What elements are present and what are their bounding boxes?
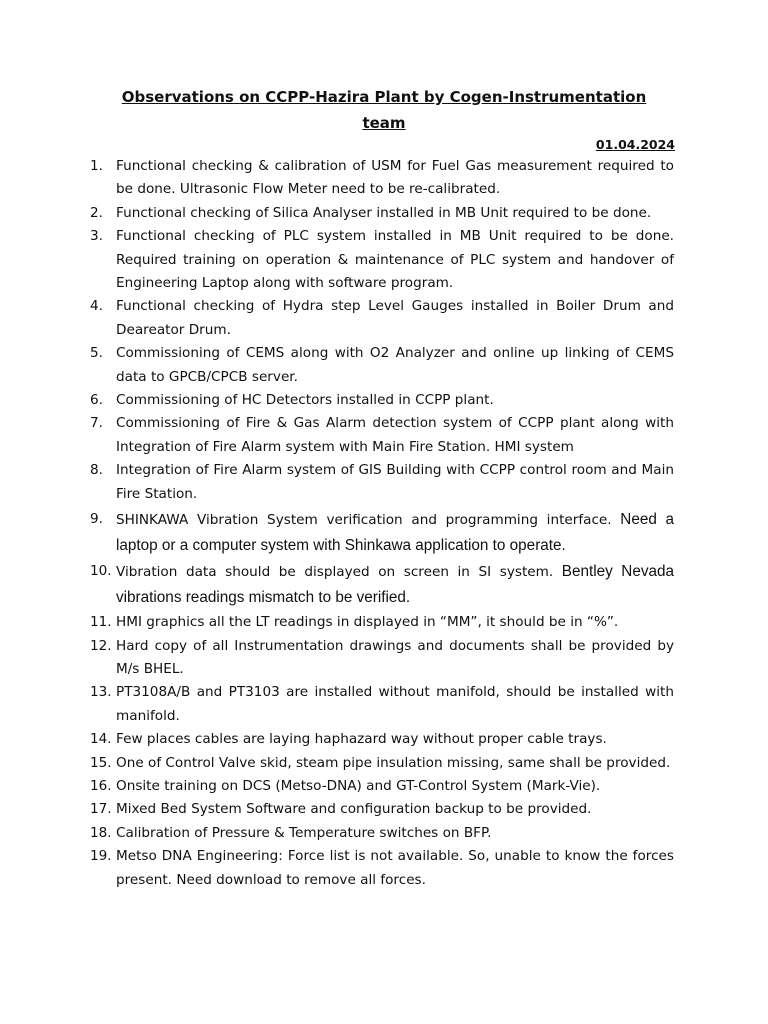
item-text: Functional checking of PLC system installed in MB Unit required to be done. Required training on operation & maintenance of PLC system and handover of Engineering Laptop along with software program. <box>116 228 674 292</box>
item-text: Functional checking of Hydra step Level Gauges installed in Boiler Drum and Deareator Drum. <box>116 298 674 338</box>
list-item <box>90 295 674 342</box>
list-item <box>90 412 674 459</box>
item-text: Functional checking & calibration of USM for Fuel Gas measurement required to be done. Ultrasonic Flow Meter need to be re-calibrated. <box>116 158 674 198</box>
item-text: Functional checking of Silica Analyser installed in MB Unit required to be done. <box>116 204 652 221</box>
list-item <box>90 342 674 389</box>
list-item <box>90 507 674 559</box>
item-number: 18. <box>90 824 112 841</box>
item-number: 14. <box>90 731 112 748</box>
list-item <box>90 635 674 682</box>
item-text: Onsite training on DCS (Metso-DNA) and GT-Control System (Mark-Vie). <box>116 777 601 794</box>
item-number: 13. <box>90 684 112 701</box>
item-text: Metso DNA Engineering: Force list is not available. So, unable to know the forces present. Need download to remove all forces. <box>116 848 674 888</box>
list-item <box>90 822 674 845</box>
list-item <box>90 775 674 798</box>
item-number: 1. <box>90 158 103 174</box>
list-item <box>90 155 674 202</box>
item-number: 2. <box>90 204 103 221</box>
list-item <box>90 225 674 295</box>
observation-list <box>90 155 674 892</box>
item-text-extra: Need a laptop or a computer system with Shinkawa application to operate. <box>116 511 674 555</box>
item-text: Few places cables are laying haphazard way without proper cable trays. <box>116 731 607 748</box>
item-text: Commissioning of CEMS along with O2 Analyzer and online up linking of CEMS data to GPCB/CPCB server. <box>116 345 674 385</box>
list-item <box>90 681 674 728</box>
item-number: 16. <box>90 777 112 794</box>
item-number: 15. <box>90 754 112 771</box>
document-title: Observations on CCPP-Hazira Plant by Cogen-Instrumentation team <box>121 88 647 132</box>
item-text: Commissioning of HC Detectors installed in CCPP plant. <box>116 392 494 409</box>
list-item <box>90 845 674 892</box>
list-item <box>90 459 674 506</box>
list-item <box>90 389 674 412</box>
list-item <box>90 559 674 611</box>
list-item <box>90 752 674 775</box>
list-item <box>90 798 674 821</box>
item-text-extra: Bentley Nevada vibrations readings mismatch to be verified. <box>116 563 675 607</box>
item-number: 7. <box>90 415 103 432</box>
item-number: 19. <box>90 848 112 865</box>
item-number: 10. <box>90 563 112 580</box>
item-text: SHINKAWA Vibration System verification and programming interface. <box>116 512 612 529</box>
item-number: 4. <box>90 298 103 315</box>
list-item <box>90 728 674 751</box>
item-number: 3. <box>90 228 103 245</box>
item-number: 17. <box>90 801 112 818</box>
item-text: HMI graphics all the LT readings in displayed in “MM”, it should be in “%”. <box>116 614 619 631</box>
item-text: One of Control Valve skid, steam pipe insulation missing, same shall be provided. <box>116 754 671 771</box>
item-text: Integration of Fire Alarm system of GIS Building with CCPP control room and Main Fire Station. <box>116 462 674 502</box>
item-number: 6. <box>90 392 103 409</box>
item-number: 9. <box>90 511 103 528</box>
item-number: 8. <box>90 462 103 479</box>
item-text: Mixed Bed System Software and configuration backup to be provided. <box>116 801 592 818</box>
item-text: PT3108A/B and PT3103 are installed without manifold, should be installed with manifold. <box>116 684 674 724</box>
item-text: Hard copy of all Instrumentation drawings and documents shall be provided by M/s BHEL. <box>116 637 674 677</box>
item-number: 11. <box>90 614 112 631</box>
item-text: Calibration of Pressure & Temperature switches on BFP. <box>116 824 492 841</box>
list-item <box>90 202 674 225</box>
item-number: 5. <box>90 345 103 362</box>
document-date: 01.04.2024 <box>595 137 675 152</box>
item-text: Commissioning of Fire & Gas Alarm detection system of CCPP plant along with Integration of Fire Alarm system with Main Fire Station. HMI system <box>116 415 674 455</box>
item-number: 12. <box>90 637 112 654</box>
item-text: Vibration data should be displayed on screen in SI system. <box>116 564 554 581</box>
list-item <box>90 611 674 634</box>
